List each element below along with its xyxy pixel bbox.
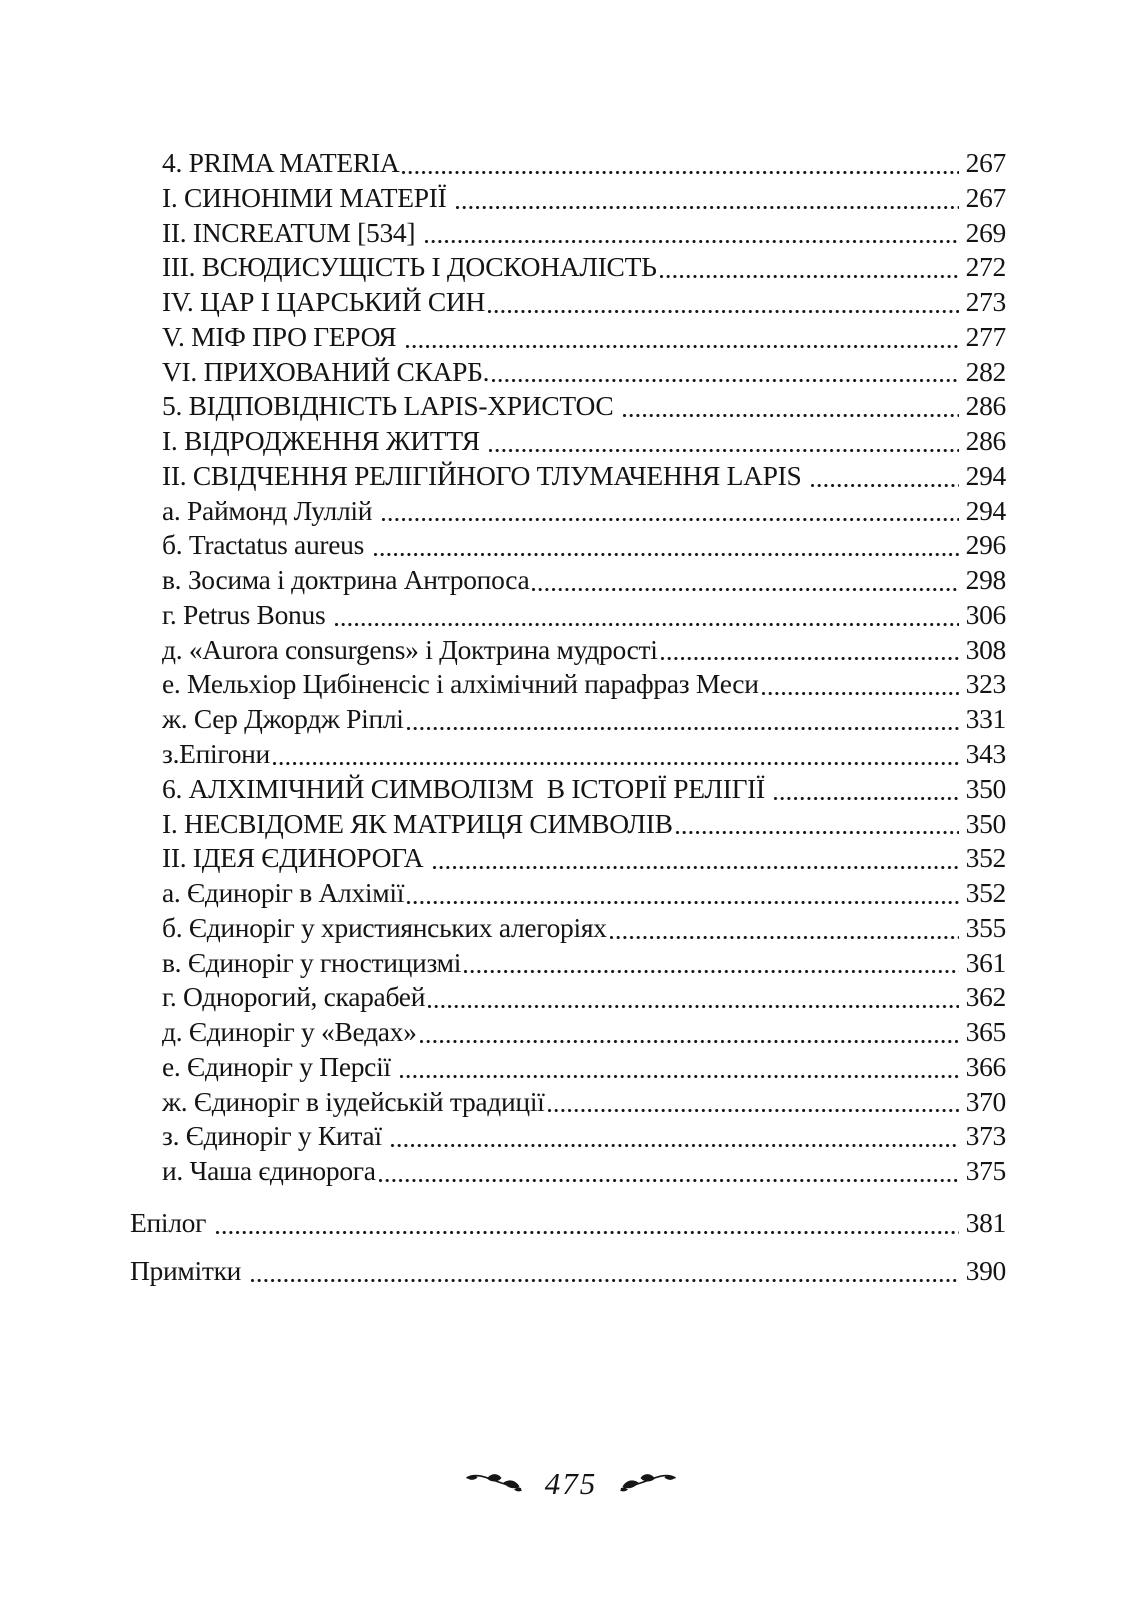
toc-entry-title: з.Епігони [162,738,270,770]
dot-leader [489,424,958,459]
toc-entry-title: д. «Aurora consurgens» і Доктрина мудрості [162,633,658,665]
dot-leader [402,146,958,181]
dot-leader [548,1085,959,1120]
toc-entry-page: 294 [965,494,1006,526]
dot-leader [488,285,959,320]
toc-entry [130,911,1006,946]
toc-entry-page: 373 [965,1120,1006,1152]
toc-entry [130,1050,1006,1085]
toc-entry-page: 286 [965,425,1006,457]
toc-entry [130,980,1006,1015]
toc-list [130,146,1006,1289]
toc-entry-page: 267 [965,181,1006,213]
floral-flourish-left-icon [465,1471,523,1498]
toc-entry-title: д. Єдиноріг у «Ведах» [162,1016,417,1048]
toc-entry-title: ж. Єдиноріг в іудейській традиції [162,1085,545,1117]
toc-entry-title: е. Єдиноріг у Персії [162,1050,398,1082]
toc-entry-title: 5. ВІДПОВІДНІСТЬ LAPIS-ХРИСТОС [162,390,621,422]
page-footer [0,1466,1142,1502]
toc-entry [130,946,1006,981]
dot-leader [420,1015,959,1050]
toc-entry [130,841,1006,876]
toc-entry-page: 272 [965,251,1006,283]
toc-entry [130,563,1006,598]
toc-entry-title: IV. ЦАР І ЦАРСЬКИЙ СИН [162,286,486,318]
dot-leader [660,250,959,285]
toc-entry-page: 286 [965,390,1006,422]
toc-entry [130,146,1006,181]
dot-leader [661,633,959,668]
toc-entry [130,424,1006,459]
toc-entry-title: Епілог [130,1206,213,1238]
toc-entry-title: ІІ. СВІДЧЕННЯ РЕЛІГІЙНОГО ТЛУМАЧЕННЯ LAPIS [162,459,809,491]
dot-leader [406,320,959,355]
toc-entry-page: 362 [965,981,1006,1013]
toc-entry-page: 350 [965,772,1006,804]
toc-entry [130,250,1006,285]
toc-entry [130,667,1006,702]
toc-entry-page: 343 [965,738,1006,770]
dot-leader [335,598,959,633]
toc-entry-title: б. Tractatus aureus [162,529,371,561]
toc-entry [130,772,1006,807]
dot-leader [407,702,959,737]
toc-entry-page: 366 [965,1050,1006,1082]
dot-leader [374,528,959,563]
dot-leader [456,181,959,216]
toc-entry-page: 282 [965,355,1006,387]
toc-entry-title: а. Раймонд Луллій [162,494,379,526]
toc-entry-title: е. Мельхіор Цибіненсіс і алхімічний парафраз Меси [162,668,759,700]
dot-leader [433,841,959,876]
toc-entry-title: а. Єдиноріг в Алхімії [162,877,405,909]
toc-entry-title: в. Зосима і доктрина Антропоса [162,564,530,596]
dot-leader [610,911,959,946]
toc-entry-title: І. СИНОНІМИ МАТЕРІЇ [162,181,454,213]
dot-leader [382,494,959,529]
toc-entry-page: 296 [965,529,1006,561]
toc-entry-title: VI. ПРИХОВАНИЙ СКАРБ. [162,355,490,387]
toc-entry-page: 370 [965,1085,1006,1117]
toc-entry-page: 298 [965,564,1006,596]
dot-leader [762,667,959,702]
dot-leader [464,946,959,981]
dot-leader [811,459,959,494]
toc-entry-title: г. Petrus Bonus [162,598,332,630]
toc-entry-page: 390 [965,1254,1006,1286]
toc-entry [130,737,1006,772]
toc-entry-page: 277 [965,320,1006,352]
toc-entry-page: 306 [965,598,1006,630]
toc-entry-title: ІІІ. ВСЮДИСУЩІСТЬ І ДОСКОНАЛІСТЬ [162,251,657,283]
toc-entry-title: 6. АЛХІМІЧНИЙ СИМВОЛІЗМ В ІСТОРІЇ РЕЛІГІЇ [162,772,772,804]
toc-entry-page: 352 [965,877,1006,909]
toc-entry-page: 355 [965,911,1006,943]
toc-entry [130,285,1006,320]
toc-entry [130,876,1006,911]
toc-entry [130,528,1006,563]
toc-entry-page: 267 [965,147,1006,178]
toc-entry-page: 361 [965,946,1006,978]
dot-leader [532,563,958,598]
toc-entry [130,1154,1006,1189]
toc-entry-title: б. Єдиноріг у християнських алегоріях [162,911,607,943]
toc-entry [130,1085,1006,1120]
toc-entry-title: Примітки [130,1254,248,1286]
dot-leader [391,1119,958,1154]
toc-entry-page: 375 [965,1155,1006,1187]
toc-entry-page: 381 [965,1206,1006,1238]
toc-entry-page: 350 [965,807,1006,839]
toc-entry [130,494,1006,529]
dot-leader [273,737,959,772]
toc-entry-title: І. ВІДРОДЖЕННЯ ЖИТТЯ [162,425,487,457]
toc-entry [130,355,1006,390]
dot-leader [492,355,958,390]
dot-leader [425,216,959,251]
dot-leader [774,772,958,807]
toc-entry [130,216,1006,251]
dot-leader [407,876,959,911]
toc-entry [130,181,1006,216]
toc-entry [130,459,1006,494]
toc-entry-page: 269 [965,216,1006,248]
toc-entry [130,1206,1006,1241]
toc-entry-title: ІІ. ІДЕЯ ЄДИНОРОГА [162,842,430,874]
floral-flourish-right-icon [619,1471,677,1498]
toc-entry-title: г. Однорогий, скарабей [162,981,426,1013]
dot-leader [676,807,959,842]
toc-entry-title: ж. Сер Джордж Ріплі [162,703,404,735]
toc-entry-title: в. Єдиноріг у гностицизмі [162,946,462,978]
toc-entry [130,598,1006,633]
toc-entry [130,1254,1006,1289]
toc-entry [130,807,1006,842]
toc-entry-page: 365 [965,1016,1006,1048]
folio-page-number: 475 [544,1466,598,1501]
toc-entry-page: 323 [965,668,1006,700]
dot-leader [428,980,959,1015]
dot-leader [251,1254,959,1289]
toc-entry-page: 308 [965,633,1006,665]
dot-leader [623,389,959,424]
toc-entry [130,633,1006,668]
toc-entry-title: 4. PRIMA MATERIA [162,147,400,178]
toc-entry [130,702,1006,737]
toc-entry-title: ІІ. INCREATUM [534] [162,216,422,248]
toc-entry-page: 294 [965,459,1006,491]
toc-entry [130,320,1006,355]
toc-entry-title: з. Єдиноріг у Китаї [162,1120,389,1152]
toc-entry-title: и. Чаша єдинорога [162,1155,376,1187]
toc-entry-page: 331 [965,703,1006,735]
toc-entry-page: 273 [965,286,1006,318]
dot-leader [216,1206,959,1241]
toc-entry [130,1119,1006,1154]
toc-entry-page: 352 [965,842,1006,874]
toc-entry-title: V. МІФ ПРО ГЕРОЯ [162,320,403,352]
dot-leader [379,1154,959,1189]
toc-entry-title: І. НЕСВІДОМЕ ЯК МАТРИЦЯ СИМВОЛІВ [162,807,673,839]
dot-leader [400,1050,958,1085]
toc-entry [130,389,1006,424]
toc-entry [130,1015,1006,1050]
